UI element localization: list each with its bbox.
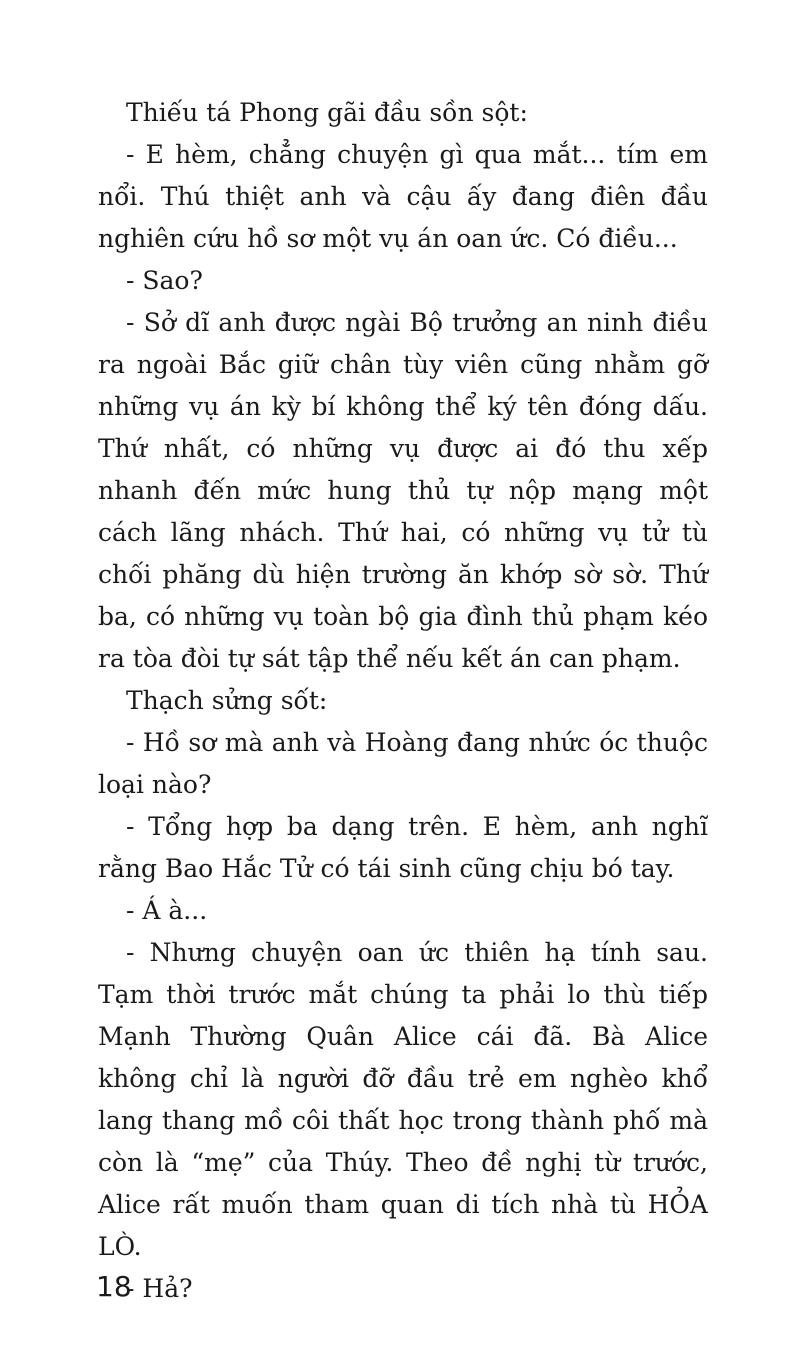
paragraph: - Nhưng chuyện oan ức thiên hạ tính sau. Tạm thời trước mắt chúng ta phải lo thù tiếp Mạnh Thường Quân Alice cái đã. Bà Alice không chỉ là người đỡ đầu trẻ em nghèo khổ lang thang mồ côi thất học trong thành phố mà còn là “mẹ” của Thúy. Theo đề nghị từ trước, Alice rất muốn tham quan di tích nhà tù HỎA LÒ.: [98, 938, 708, 1261]
paragraph: - Á à...: [126, 896, 208, 925]
paragraph: - E hèm, chẳng chuyện gì qua mắt... tím em nổi. Thú thiệt anh và cậu ấy đang điên đầu nghiên cứu hồ sơ một vụ án oan ức. Có điều...: [98, 140, 708, 253]
paragraph: - Sở dĩ anh được ngài Bộ trưởng an ninh điều ra ngoài Bắc giữ chân tùy viên cũng nhằm gỡ những vụ án kỳ bí không thể ký tên đóng dấu. Thứ nhất, có những vụ được ai đó thu xếp nhanh đến mức hung thủ tự nộp mạng một cách lãng nhách. Thứ hai, có những vụ tử tù chối phăng dù hiện trường ăn khớp sờ sờ. Thứ ba, có những vụ toàn bộ gia đình thủ phạm kéo ra tòa đòi tự sát tập thể nếu kết án can phạm.: [98, 308, 708, 673]
paragraph: - Hồ sơ mà anh và Hoàng đang nhức óc thuộc loại nào?: [98, 728, 708, 799]
paragraph: - Hả?: [126, 1274, 193, 1303]
page-number: 18: [96, 1270, 132, 1303]
paragraph: - Tổng hợp ba dạng trên. E hèm, anh nghĩ rằng Bao Hắc Tử có tái sinh cũng chịu bó tay.: [98, 812, 708, 883]
paragraph: Thiếu tá Phong gãi đầu sồn sột:: [126, 98, 528, 127]
paragraph: - Sao?: [126, 266, 203, 295]
body-text: [98, 92, 708, 1310]
paragraph: Thạch sửng sốt:: [126, 686, 328, 715]
